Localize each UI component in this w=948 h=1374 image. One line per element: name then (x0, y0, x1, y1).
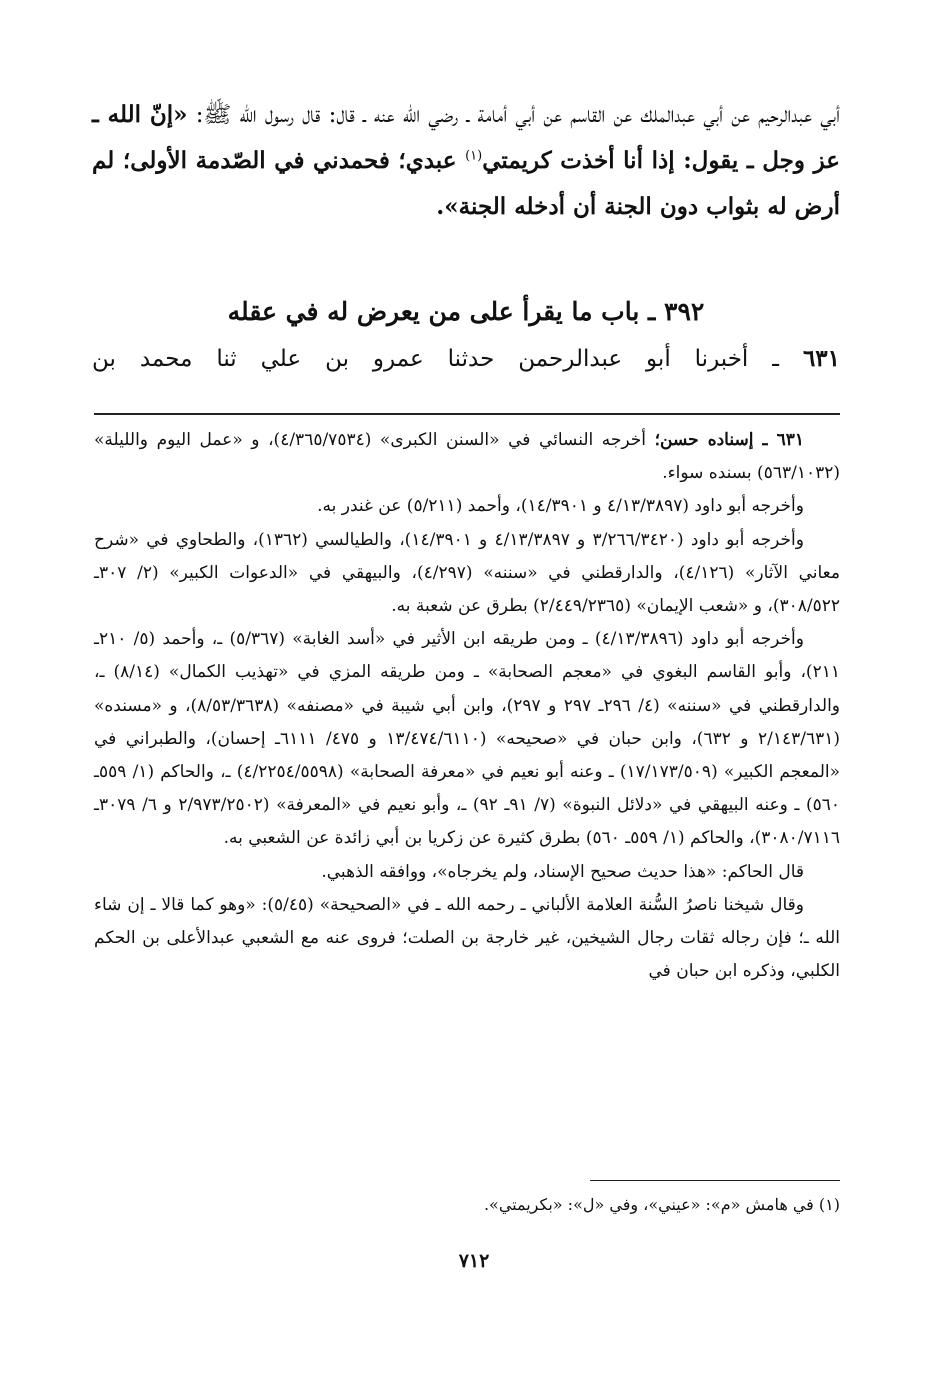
main-paragraph (92, 92, 840, 230)
hadith-intro (92, 338, 840, 380)
hadith-quote-part-2: عبدي؛ فحمدني في الصّدمة الأولى؛ لم أرض له بثواب دون الجنة أن أدخله الجنة». (92, 147, 840, 220)
footnote: (١) في هامش «م»: «عيني»، وفي «ل»: «بكريمتي». (483, 1195, 840, 1214)
note-paragraph-3: وأخرجه أبو داود (٣/٢٦٦/٣٤٢٠ و ٤/١٣/٣٨٩٧ و ١٤/٣٩٠١)، والطيالسي (١٣٦٢)، والطحاوي في «شرح معاني الآثار» (٤/١٢٦)، والدارقطني في «سننه» (٤/٢٩٧)، والبيهقي في «الدعوات الكبير» (٢/ ٣٠٧ـ ٣٠٨/٥٢٢)، و «شعب الإيمان» (٢/٤٤٩/٢٣٦٥) بطرق عن شعبة به. (94, 529, 840, 617)
main-text-block (92, 92, 840, 230)
page-number: ٧١٢ (458, 1250, 490, 1272)
note-isnad-grade: ـ إسناده حسن؛ (654, 430, 777, 450)
hadith-text: ـ أخبرنا أبو عبدالرحمن حدثنا عمرو بن علي ثنا محمد بن (92, 346, 803, 372)
chapter-title: ٣٩٢ ـ باب ما يقرأ على من يعرض له في عقله (227, 297, 705, 326)
footnote-reference[interactable]: (١) (465, 148, 483, 164)
main-text-plain: أبي عبدالرحيم عن أبي عبدالملك عن القاسم عن أبي أمامة ـ رضي الله عنه ـ قال: قال رسول الله ﷺ: (187, 102, 840, 128)
footnote-divider (590, 1180, 840, 1181)
note-hadith-number: ٦٣١ (776, 430, 805, 450)
note-paragraph-2: وأخرجه أبو داود (٤/١٣/٣٨٩٧ و ١٤/٣٩٠١)، وأحمد (٥/٢١١) عن غندر به. (317, 496, 804, 517)
note-paragraph-5: قال الحاكم: «هذا حديث صحيح الإسناد، ولم يخرجاه»، ووافقه الذهبي. (321, 861, 804, 882)
annotation-notes (94, 424, 840, 988)
hadith-number: ٦٣١ (802, 345, 840, 372)
note-paragraph-1 (94, 424, 840, 490)
note-paragraph-4: وأخرجه أبو داود (٤/١٣/٣٨٩٦) ـ ومن طريقه ابن الأثير في «أسد الغابة» (٥/٣٦٧) ـ، وأحمد (٥/ ٢١٠ـ ٢١١)، وأبو القاسم البغوي في «معجم الصحابة» ـ ومن طريقه المزي في «تهذيب الكمال» (٨/١٤) ـ، والدارقطني في «سننه» (٤/ ٢٩٦ـ ٢٩٧ و ٢٩٧)، وابن أبي شيبة في «مصنفه» (٨/٥٣/٣٦٣٨)، و «مسنده» (٢/١٤٣/٦٣١ و ٦٣٢)، وابن حبان في «صحيحه» (١٣/٤٧٤/٦١١٠ و ٤٧٥/ ٦١١١ـ إحسان)، والطبراني في «المعجم الكبير» (١٧/١٧٣/٥٠٩) ـ وعنه أبو نعيم في «معرفة الصحابة» (٤/٢٢٥٤/٥٥٩٨) ـ، والحاكم (١/ ٥٥٩ـ ٥٦٠) ـ وعنه البيهقي في «دلائل النبوة» (٧/ ٩١ـ ٩٢) ـ، وأبو نعيم في «المعرفة» (٢/٩٧٣/٢٥٠٢ و ٦/ ٣٠٧٩ـ ٣٠٨٠/٧١١٦)، والحاكم (١/ ٥٥٩ـ ٥٦٠) بطرق كثيرة عن زكريا بن أبي زائدة عن الشعبي به. (94, 629, 841, 849)
main-divider (94, 413, 840, 415)
note-paragraph-6: وقال شيخنا ناصرُ السُّنة العلامة الألباني ـ رحمه الله ـ في «الصحيحة» (٥/٤٥): «وهو كما قالا ـ إن شاء الله ـ؛ فإن رجاله ثقات رجال الشيخين، غير خارجة بن الصلت؛ فروى عنه مع الشعبي عبدالأعلى بن الحكم الكلبي، وذكره ابن حبان في (94, 894, 840, 982)
hadith-quote-part-1: «إنّ الله ـ عز وجل ـ يقول: إذا أنا أخذت كريمتي (92, 101, 840, 174)
note-text-1: أخرجه النسائي في «السنن الكبرى» (٤/٣٦٥/٧٥٣٤)، و «عمل اليوم والليلة» (٥٦٣/١٠٣٢) بسنده سواء. (94, 430, 840, 484)
